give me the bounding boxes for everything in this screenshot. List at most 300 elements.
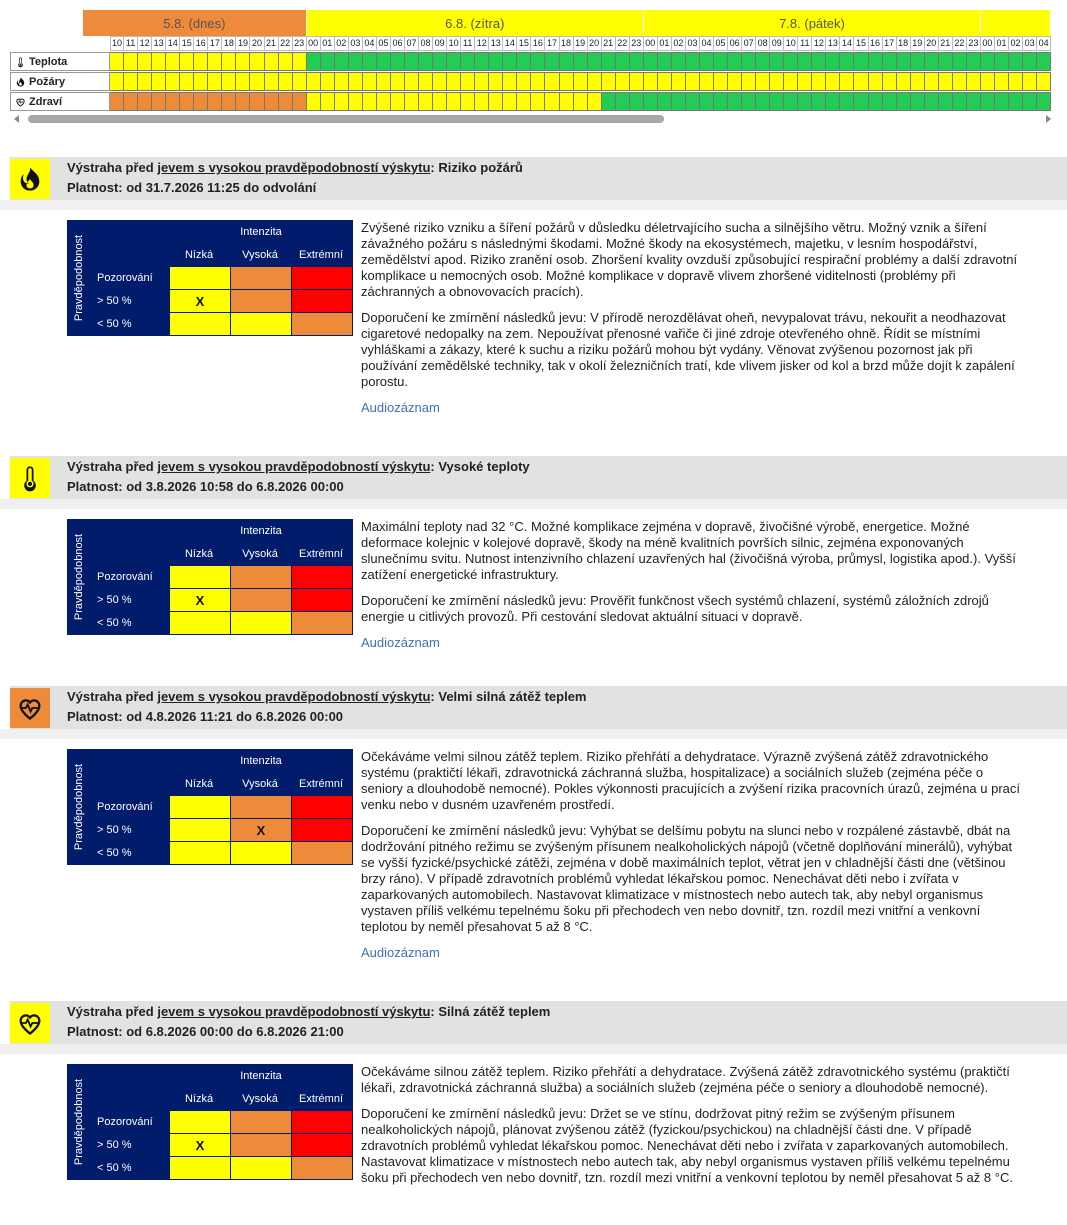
warning-title-prefix: Výstraha před	[67, 689, 158, 704]
timeline-cell[interactable]	[236, 92, 250, 111]
timeline-cell[interactable]	[1037, 72, 1051, 91]
timeline-cell[interactable]	[1009, 52, 1023, 71]
timeline-cell[interactable]	[250, 52, 264, 71]
matrix-cell	[231, 842, 291, 864]
timeline-cell[interactable]	[644, 92, 658, 111]
timeline-cell[interactable]	[180, 52, 194, 71]
timeline-cell[interactable]	[335, 92, 349, 111]
probability-intensity-matrix	[67, 749, 353, 865]
timeline-cell[interactable]	[503, 72, 517, 91]
timeline-cell[interactable]	[602, 52, 616, 71]
hour-label: 10	[110, 36, 124, 51]
timeline-cell[interactable]	[911, 92, 925, 111]
timeline-cell[interactable]	[391, 72, 405, 91]
timeline-cell[interactable]	[967, 72, 981, 91]
timeline-cell[interactable]	[658, 72, 672, 91]
timeline-cell[interactable]	[152, 72, 166, 91]
matrix-column-header: Vysoká	[242, 1093, 278, 1105]
timeline-cell[interactable]	[208, 92, 222, 111]
timeline-cell[interactable]	[981, 52, 995, 71]
timeline-cell[interactable]	[995, 92, 1009, 111]
timeline-cell[interactable]	[447, 52, 461, 71]
warning-type-link[interactable]: jevem s vysokou pravděpodobností výskytu	[157, 1004, 431, 1019]
matrix-cell	[231, 1157, 291, 1179]
warning-paragraph: Očekáváme silnou zátěž teplem. Riziko přehřátí a dehydratace. Zvýšená zátěž zdravotnického systému (praktičtí lékaři, zdravotnická záchranná služba) a sociálních služeb (zejména péče o seniory a dlouhodobě nemocné).	[361, 1064, 1010, 1095]
timeline-cell[interactable]	[475, 92, 489, 111]
matrix-probability-text: Pravděpodobnost	[73, 234, 86, 322]
warning-type-link[interactable]: jevem s vysokou pravděpodobností výskytu	[157, 160, 431, 175]
audio-record-link[interactable]: Audiozáznam	[361, 400, 440, 415]
matrix-row-header: < 50 %	[97, 847, 132, 859]
timeline-cell[interactable]	[602, 72, 616, 91]
hour-label: 12	[138, 36, 152, 51]
timeline-cell[interactable]	[124, 92, 138, 111]
warning-title-suffix: : Velmi silná zátěž teplem	[430, 689, 587, 704]
timeline-cell[interactable]	[166, 72, 180, 91]
timeline-cell[interactable]	[293, 52, 307, 71]
timeline-cell[interactable]	[869, 92, 883, 111]
timeline-cell[interactable]	[363, 72, 377, 91]
timeline-cell[interactable]	[602, 92, 616, 111]
timeline-cell[interactable]	[265, 92, 279, 111]
timeline-cell[interactable]	[897, 52, 911, 71]
timeline-cell[interactable]	[419, 92, 433, 111]
timeline-cell[interactable]	[644, 72, 658, 91]
hour-label: 14	[503, 36, 517, 51]
timeline-cell[interactable]	[419, 72, 433, 91]
timeline-cell[interactable]	[279, 92, 293, 111]
matrix-cell	[170, 267, 230, 289]
timeline-cell[interactable]	[545, 72, 559, 91]
timeline-cell[interactable]	[686, 72, 700, 91]
timeline-cell[interactable]	[840, 92, 854, 111]
timeline-cell[interactable]	[307, 72, 321, 91]
timeline-cell[interactable]	[798, 52, 812, 71]
timeline-cell[interactable]	[377, 72, 391, 91]
hour-label: 15	[517, 36, 531, 51]
timeline-cell[interactable]	[854, 72, 868, 91]
timeline-cell[interactable]	[560, 72, 574, 91]
hour-label: 22	[279, 36, 293, 51]
timeline-cell[interactable]	[588, 52, 602, 71]
day-header: 7.8. (pátek)	[644, 10, 981, 36]
timeline-cell[interactable]	[756, 92, 770, 111]
timeline-cell[interactable]	[686, 52, 700, 71]
timeline-cell[interactable]	[335, 52, 349, 71]
timeline-cell[interactable]	[489, 52, 503, 71]
matrix-cell	[231, 589, 291, 611]
timeline-cell[interactable]	[194, 72, 208, 91]
matrix-row-header: < 50 %	[97, 617, 132, 629]
hour-label: 00	[644, 36, 658, 51]
timeline-cell[interactable]	[939, 92, 953, 111]
warning-header-shadow	[0, 499, 1067, 509]
matrix-cell	[292, 1157, 352, 1179]
timeline-cell[interactable]	[405, 72, 419, 91]
timeline-grid	[10, 52, 1051, 112]
matrix-cell	[292, 1111, 352, 1133]
timeline-cell[interactable]	[812, 92, 826, 111]
warning-paragraph: Doporučení ke zmírnění následků jevu: Držet se ve stínu, dodržovat pitný režim se zvýšeným přísunem nealkoholických nápojů, plánovat zvýšenou zátěž (fyzickou/psychickou) na chladnější části dne. V případě zdravotních problémů vyhledat lékařskou pomoc. Nenechávat děti nebo i zvířata v zaparkovaných automobilech. Nastavovat klimatizace v místnostech nebo autech tak, aby nebyl organismus vystaven příliš velkému tepelnému šoku při přechodech ven nebo dovnitř, tzn. rozdíl mezi vnitřní a venkovní teplotou by neměl přesahovat 5 až 8 °C.	[361, 1106, 1013, 1185]
warning-header-shadow	[0, 1044, 1067, 1054]
timeline-cell[interactable]	[967, 52, 981, 71]
timeline-cell[interactable]	[560, 52, 574, 71]
timeline-cell[interactable]	[152, 92, 166, 111]
warning-header-shadow	[0, 200, 1067, 210]
matrix-probability-text: Pravděpodobnost	[73, 533, 86, 621]
timeline-cell[interactable]	[784, 92, 798, 111]
timeline-cell[interactable]	[194, 92, 208, 111]
timeline-cells	[110, 92, 1051, 111]
matrix-probability-label	[67, 1064, 91, 1180]
timeline-cell[interactable]	[293, 72, 307, 91]
timeline-cell[interactable]	[925, 92, 939, 111]
matrix-cell	[170, 819, 230, 841]
timeline-cell[interactable]	[222, 72, 236, 91]
timeline-cell[interactable]	[770, 52, 784, 71]
timeline-cell[interactable]	[784, 52, 798, 71]
hour-label: 20	[588, 36, 602, 51]
timeline-row-label	[10, 52, 110, 71]
matrix-marked-cell: X	[170, 290, 230, 312]
warning-type-link[interactable]: jevem s vysokou pravděpodobností výskytu	[157, 459, 431, 474]
warning-icon-box	[10, 688, 50, 728]
timeline-cell[interactable]	[953, 92, 967, 111]
timeline-cell[interactable]	[461, 72, 475, 91]
timeline-cell[interactable]	[503, 92, 517, 111]
matrix-cell	[292, 612, 352, 634]
matrix-intensity-label: Intenzita	[240, 525, 282, 537]
timeline-cell[interactable]	[995, 52, 1009, 71]
timeline-cell[interactable]	[574, 72, 588, 91]
hour-label: 04	[1037, 36, 1051, 51]
warning-icon-box	[10, 1003, 50, 1043]
timeline-cell[interactable]	[236, 72, 250, 91]
timeline-cell[interactable]	[981, 72, 995, 91]
timeline-cell[interactable]	[265, 72, 279, 91]
timeline-cell[interactable]	[335, 72, 349, 91]
day-header: 5.8. (dnes)	[83, 10, 307, 36]
matrix-cell	[170, 842, 230, 864]
timeline-cell[interactable]	[391, 52, 405, 71]
timeline-cell[interactable]	[475, 52, 489, 71]
timeline-cell[interactable]	[616, 92, 630, 111]
scroll-thumb[interactable]	[28, 115, 664, 123]
timeline-cell[interactable]	[138, 72, 152, 91]
timeline-cell[interactable]	[770, 72, 784, 91]
timeline-cell[interactable]	[152, 52, 166, 71]
timeline-scrollbar[interactable]	[10, 114, 1055, 124]
timeline-cell[interactable]	[981, 92, 995, 111]
timeline-cell[interactable]	[250, 92, 264, 111]
timeline-cell[interactable]	[433, 72, 447, 91]
matrix-intensity-label: Intenzita	[240, 226, 282, 238]
timeline-cell[interactable]	[517, 72, 531, 91]
timeline-cell[interactable]	[531, 52, 545, 71]
timeline-cell[interactable]	[461, 52, 475, 71]
warning-title	[67, 1004, 550, 1019]
timeline-cell[interactable]	[967, 92, 981, 111]
timeline-cell[interactable]	[728, 72, 742, 91]
timeline-cell[interactable]	[250, 72, 264, 91]
warning-header	[10, 1001, 1067, 1044]
day-header	[981, 10, 1051, 36]
timeline-cell[interactable]	[138, 92, 152, 111]
timeline-cell[interactable]	[630, 52, 644, 71]
timeline-cell[interactable]	[503, 52, 517, 71]
timeline-cell[interactable]	[363, 52, 377, 71]
timeline-cell[interactable]	[995, 72, 1009, 91]
timeline-cell[interactable]	[208, 52, 222, 71]
timeline-cell[interactable]	[166, 52, 180, 71]
timeline-cell[interactable]	[826, 52, 840, 71]
timeline-cell[interactable]	[883, 52, 897, 71]
hour-label: 17	[545, 36, 559, 51]
timeline-cell[interactable]	[349, 72, 363, 91]
timeline-cell[interactable]	[489, 72, 503, 91]
timeline-cell[interactable]	[588, 92, 602, 111]
hour-label: 13	[152, 36, 166, 51]
timeline-cell[interactable]	[1009, 92, 1023, 111]
matrix-column-header: Extrémní	[298, 249, 343, 261]
timeline-cell[interactable]	[897, 92, 911, 111]
matrix-column-header: Nízká	[184, 1093, 214, 1105]
timeline-cell[interactable]	[433, 52, 447, 71]
hour-label: 11	[461, 36, 475, 51]
timeline-cell[interactable]	[854, 52, 868, 71]
timeline-cell[interactable]	[349, 52, 363, 71]
timeline-cell[interactable]	[742, 52, 756, 71]
timeline-cell[interactable]	[925, 52, 939, 71]
timeline-cell[interactable]	[784, 72, 798, 91]
timeline-cell[interactable]	[180, 72, 194, 91]
timeline-cell[interactable]	[1037, 92, 1051, 111]
timeline-cell[interactable]	[433, 92, 447, 111]
timeline-cell[interactable]	[1037, 52, 1051, 71]
timeline-cell[interactable]	[1023, 72, 1037, 91]
timeline-cell[interactable]	[124, 52, 138, 71]
timeline-cell[interactable]	[363, 92, 377, 111]
hour-label: 21	[265, 36, 279, 51]
warning-header	[10, 456, 1067, 499]
timeline-cell[interactable]	[307, 92, 321, 111]
timeline-cell[interactable]	[714, 52, 728, 71]
timeline-cell[interactable]	[265, 52, 279, 71]
matrix-row-header: < 50 %	[97, 1162, 132, 1174]
hour-label: 18	[560, 36, 574, 51]
hour-label: 10	[447, 36, 461, 51]
timeline-cell[interactable]	[110, 72, 124, 91]
timeline-cell[interactable]	[869, 52, 883, 71]
timeline-cell[interactable]	[321, 92, 335, 111]
timeline-cell[interactable]	[812, 72, 826, 91]
timeline-cell[interactable]	[307, 52, 321, 71]
timeline-cell[interactable]	[489, 92, 503, 111]
matrix-cell	[231, 290, 291, 312]
matrix-row-header: < 50 %	[97, 318, 132, 330]
timeline-cell[interactable]	[349, 92, 363, 111]
timeline-cell[interactable]	[279, 52, 293, 71]
timeline-cell[interactable]	[321, 52, 335, 71]
timeline-cell[interactable]	[700, 72, 714, 91]
timeline-cell[interactable]	[279, 72, 293, 91]
hour-label: 13	[489, 36, 503, 51]
timeline-row-label	[10, 92, 110, 111]
timeline-cell[interactable]	[531, 72, 545, 91]
hour-label: 01	[321, 36, 335, 51]
timeline-cell[interactable]	[377, 52, 391, 71]
timeline-cell[interactable]	[377, 92, 391, 111]
timeline-cell[interactable]	[293, 92, 307, 111]
timeline-cell[interactable]	[574, 52, 588, 71]
timeline-cell[interactable]	[672, 72, 686, 91]
timeline-cell[interactable]	[475, 72, 489, 91]
timeline-cell[interactable]	[588, 72, 602, 91]
timeline-cell[interactable]	[826, 72, 840, 91]
timeline-cell[interactable]	[531, 92, 545, 111]
timeline-cell[interactable]	[447, 72, 461, 91]
matrix-marked-cell: X	[170, 589, 230, 611]
timeline-cell[interactable]	[1009, 72, 1023, 91]
timeline-cell[interactable]	[925, 72, 939, 91]
matrix-marked-cell: X	[170, 1134, 230, 1156]
timeline-cell[interactable]	[574, 92, 588, 111]
timeline-cell[interactable]	[616, 72, 630, 91]
timeline-cell[interactable]	[798, 92, 812, 111]
timeline-cell[interactable]	[840, 72, 854, 91]
timeline-cell[interactable]	[939, 72, 953, 91]
matrix-cell	[292, 819, 352, 841]
timeline-cell[interactable]	[517, 52, 531, 71]
timeline-cell[interactable]	[194, 52, 208, 71]
timeline-cell[interactable]	[560, 92, 574, 111]
warning-type-link[interactable]: jevem s vysokou pravděpodobností výskytu	[157, 689, 431, 704]
timeline-cell[interactable]	[826, 92, 840, 111]
timeline-cell[interactable]	[939, 52, 953, 71]
timeline-cell[interactable]	[405, 92, 419, 111]
scroll-right-arrow-icon[interactable]	[1046, 115, 1051, 123]
timeline-cell[interactable]	[812, 52, 826, 71]
warning-header	[10, 686, 1067, 729]
hour-label: 01	[658, 36, 672, 51]
audio-record-link[interactable]: Audiozáznam	[361, 635, 440, 650]
timeline-cell[interactable]	[883, 72, 897, 91]
timeline-cell[interactable]	[545, 92, 559, 111]
timeline-cell[interactable]	[419, 52, 433, 71]
timeline-cell[interactable]	[110, 92, 124, 111]
warning-paragraph: Doporučení ke zmírnění následků jevu: Prověřit funkčnost všech systémů chlazení, systémů záložních zdrojů energie u citlivých provozů. Při cestování sledovat aktuální situaci v dopravě.	[361, 593, 989, 624]
warning-validity: Platnost: od 6.8.2026 00:00 do 6.8.2026 21:00	[67, 1024, 344, 1039]
timeline-cell[interactable]	[742, 72, 756, 91]
timeline-cell[interactable]	[1023, 52, 1037, 71]
matrix-column-header: Extrémní	[298, 548, 343, 560]
timeline-cell[interactable]	[447, 92, 461, 111]
timeline-cell[interactable]	[616, 52, 630, 71]
matrix-row-header: Pozorování	[97, 1116, 153, 1128]
day-header-row	[83, 10, 1051, 36]
probability-intensity-matrix	[67, 1064, 353, 1180]
matrix-cell	[170, 313, 230, 335]
timeline-cell[interactable]	[630, 92, 644, 111]
timeline-cell[interactable]	[391, 92, 405, 111]
timeline-cell[interactable]	[700, 92, 714, 111]
timeline-cell[interactable]	[798, 72, 812, 91]
timeline-row-name: Zdraví	[29, 95, 63, 108]
timeline-cell[interactable]	[854, 92, 868, 111]
timeline-cell[interactable]	[124, 72, 138, 91]
matrix-cell	[231, 1111, 291, 1133]
timeline-cell[interactable]	[1023, 92, 1037, 111]
matrix-column-header: Nízká	[184, 548, 214, 560]
timeline-cell[interactable]	[714, 72, 728, 91]
hour-label: 14	[166, 36, 180, 51]
timeline-cell[interactable]	[166, 92, 180, 111]
timeline-cell[interactable]	[461, 92, 475, 111]
timeline-cell[interactable]	[222, 52, 236, 71]
timeline-cell[interactable]	[953, 52, 967, 71]
timeline-cells	[110, 52, 1051, 71]
timeline-cell[interactable]	[545, 52, 559, 71]
timeline-cell[interactable]	[728, 92, 742, 111]
timeline-cell[interactable]	[714, 92, 728, 111]
timeline-cell[interactable]	[728, 52, 742, 71]
hour-label: 11	[798, 36, 812, 51]
timeline-cell[interactable]	[742, 92, 756, 111]
timeline-cell[interactable]	[658, 92, 672, 111]
timeline-cell[interactable]	[110, 52, 124, 71]
timeline-cell[interactable]	[840, 52, 854, 71]
timeline-cell[interactable]	[883, 92, 897, 111]
hour-label: 13	[826, 36, 840, 51]
timeline-cell[interactable]	[911, 52, 925, 71]
matrix-cell	[170, 796, 230, 818]
timeline-cell[interactable]	[700, 52, 714, 71]
timeline-cell[interactable]	[953, 72, 967, 91]
timeline-cell[interactable]	[405, 52, 419, 71]
hour-label: 03	[1023, 36, 1037, 51]
timeline-cell[interactable]	[180, 92, 194, 111]
timeline-cell[interactable]	[517, 92, 531, 111]
timeline-cell[interactable]	[686, 92, 700, 111]
thermometer-icon	[16, 464, 44, 492]
audio-record-link[interactable]: Audiozáznam	[361, 945, 440, 960]
timeline-cell[interactable]	[138, 52, 152, 71]
timeline-cell[interactable]	[869, 72, 883, 91]
timeline-cell[interactable]	[770, 92, 784, 111]
timeline-cell[interactable]	[897, 72, 911, 91]
timeline-cell[interactable]	[672, 52, 686, 71]
scroll-left-arrow-icon[interactable]	[14, 115, 19, 123]
timeline-cell[interactable]	[658, 52, 672, 71]
timeline-cell[interactable]	[756, 72, 770, 91]
timeline-cell[interactable]	[222, 92, 236, 111]
hour-header-row	[110, 36, 1051, 51]
probability-intensity-matrix	[67, 519, 353, 635]
timeline-cell[interactable]	[911, 72, 925, 91]
timeline-cell[interactable]	[208, 72, 222, 91]
timeline-cell[interactable]	[756, 52, 770, 71]
timeline-cell[interactable]	[672, 92, 686, 111]
matrix-row-header: Pozorování	[97, 272, 153, 284]
hour-label: 11	[124, 36, 138, 51]
timeline-cell[interactable]	[321, 72, 335, 91]
warning-header	[10, 157, 1067, 200]
timeline-cell[interactable]	[644, 52, 658, 71]
warning-validity: Platnost: od 31.7.2026 11:25 do odvolání	[67, 180, 317, 195]
timeline-cell[interactable]	[236, 52, 250, 71]
timeline-cell[interactable]	[630, 72, 644, 91]
matrix-cell	[292, 313, 352, 335]
